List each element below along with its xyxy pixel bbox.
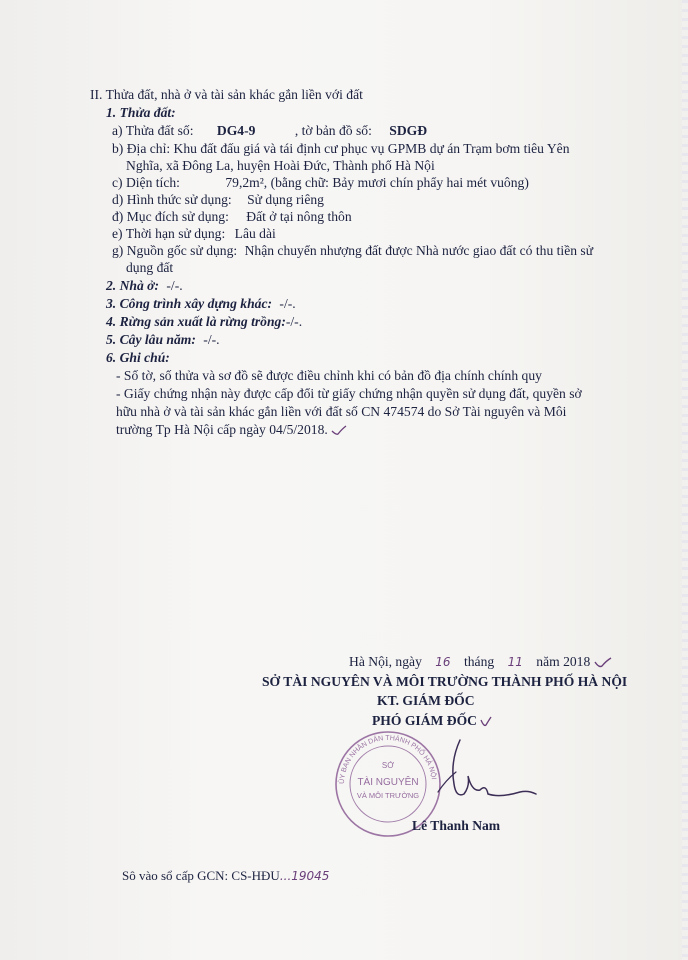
parcel-heading: 1. Thửa đất: — [106, 105, 176, 120]
section-heading: II. Thửa đất, nhà ở và tài sản khác gắn liền với đất — [90, 87, 363, 102]
area-label: c) Diện tích: — [112, 175, 180, 190]
construction-label: 3. Công trình xây dựng khác: — [106, 296, 273, 311]
signer-name: Lê Thanh Nam — [412, 818, 501, 833]
registry-row — [122, 867, 329, 885]
stamp-center-1: SỞ — [381, 761, 395, 770]
origin-label: g) Nguồn gốc sử dụng: — [112, 243, 238, 258]
date-day: 16 — [435, 655, 451, 669]
parcel-number-label: a) Thửa đất số: — [112, 123, 194, 138]
perennial-row — [106, 331, 220, 348]
usage-purpose-value: Đất ở tại nông thôn — [246, 209, 352, 224]
forest-label: 4. Rừng sản xuất là rừng trồng: — [106, 314, 286, 329]
handwritten-tick-icon — [480, 716, 492, 728]
area-row — [112, 174, 529, 191]
forest-value: -/-. — [285, 314, 303, 329]
stamp-center-3: VÀ MÔI TRƯỜNG — [356, 791, 420, 800]
notes-line-1: - Số tờ, số thửa và sơ đồ sẽ được điều chỉnh khi có bản đồ địa chính chính quy — [116, 368, 542, 383]
construction-row — [106, 295, 296, 312]
notes-label: 6. Ghi chú: — [106, 350, 170, 365]
date-month-label: tháng — [463, 654, 495, 669]
usage-term-row — [112, 225, 276, 242]
house-label: 2. Nhà ở: — [106, 278, 159, 293]
stamp-ring-text: ỦY BAN NHÂN DÂN THÀNH PHỐ HÀ NỘI — [338, 734, 437, 785]
usage-form-label: d) Hình thức sử dụng: — [112, 192, 232, 207]
house-value: -/-. — [166, 278, 183, 293]
notes-line-3: hữu nhà ở và tài sản khác gắn liền với đất số CN 474574 do Sở Tài nguyên và Môi — [116, 404, 567, 419]
address-label: b) Địa chỉ: — [112, 141, 174, 156]
deputy-role-text: PHÓ GIÁM ĐỐC — [372, 713, 477, 728]
origin-value-1: Nhận chuyển nhượng đất được Nhà nước giao đất có thu tiền sử — [244, 243, 594, 258]
stamp-center-2: TÀI NGUYÊN — [357, 777, 419, 788]
usage-term-label: e) Thời hạn sử dụng: — [112, 226, 226, 241]
page-edge — [682, 0, 688, 960]
handwritten-tick-icon — [594, 657, 612, 669]
handwritten-tick-icon — [331, 425, 347, 437]
date-year: năm 2018 — [536, 654, 591, 669]
house-row — [106, 277, 183, 294]
handwritten-signature-icon — [420, 732, 540, 812]
address-value-1: Khu đất đấu giá và tái định cư phục vụ GPMB dự án Trạm bơm tiêu Yên — [173, 141, 570, 156]
origin-value-2: dụng đất — [126, 260, 174, 275]
perennial-label: 5. Cây lâu năm: — [106, 332, 196, 347]
registry-label: Sô vào sổ cấp GCN: CS-HĐU — [122, 868, 280, 883]
area-value: 79,2m², (bằng chữ: Bảy mươi chín phẩy hai mét vuông) — [225, 175, 529, 190]
map-sheet-value: SDGĐ — [389, 123, 428, 138]
usage-term-value: Lâu dài — [234, 226, 276, 241]
address-row — [112, 140, 570, 157]
parcel-number-value: DG4-9 — [216, 123, 256, 138]
construction-value: -/-. — [279, 296, 296, 311]
forest-row — [106, 313, 302, 330]
date-line — [349, 653, 612, 671]
issuing-org: SỞ TÀI NGUYÊN VÀ MÔI TRƯỜNG THÀNH PHỐ HÀ NỘI — [262, 674, 628, 689]
usage-purpose-row — [112, 208, 352, 225]
address-value-2: Nghĩa, xã Đông La, huyện Hoài Đức, Thành phố Hà Nội — [126, 158, 435, 173]
origin-row — [112, 242, 593, 259]
registry-value: ...19045 — [279, 869, 330, 883]
notes-line-4-text: trường Tp Hà Nội cấp ngày 04/5/2018. — [116, 422, 328, 437]
perennial-value: -/-. — [203, 332, 220, 347]
kt-title: KT. GIÁM ĐỐC — [377, 693, 475, 708]
usage-form-row — [112, 191, 324, 208]
date-prefix: Hà Nội, ngày — [349, 654, 422, 669]
usage-form-value: Sử dụng riêng — [247, 192, 324, 207]
notes-line-4 — [116, 421, 347, 438]
deputy-role — [372, 712, 492, 729]
date-month: 11 — [507, 655, 523, 669]
map-sheet-label: , tờ bản đồ số: — [294, 123, 372, 138]
notes-line-2: - Giấy chứng nhận này được cấp đổi từ giấy chứng nhận quyền sử dụng đất, quyền sở — [116, 386, 582, 401]
usage-purpose-label: đ) Mục đích sử dụng: — [112, 209, 229, 224]
parcel-number-row — [112, 122, 427, 139]
